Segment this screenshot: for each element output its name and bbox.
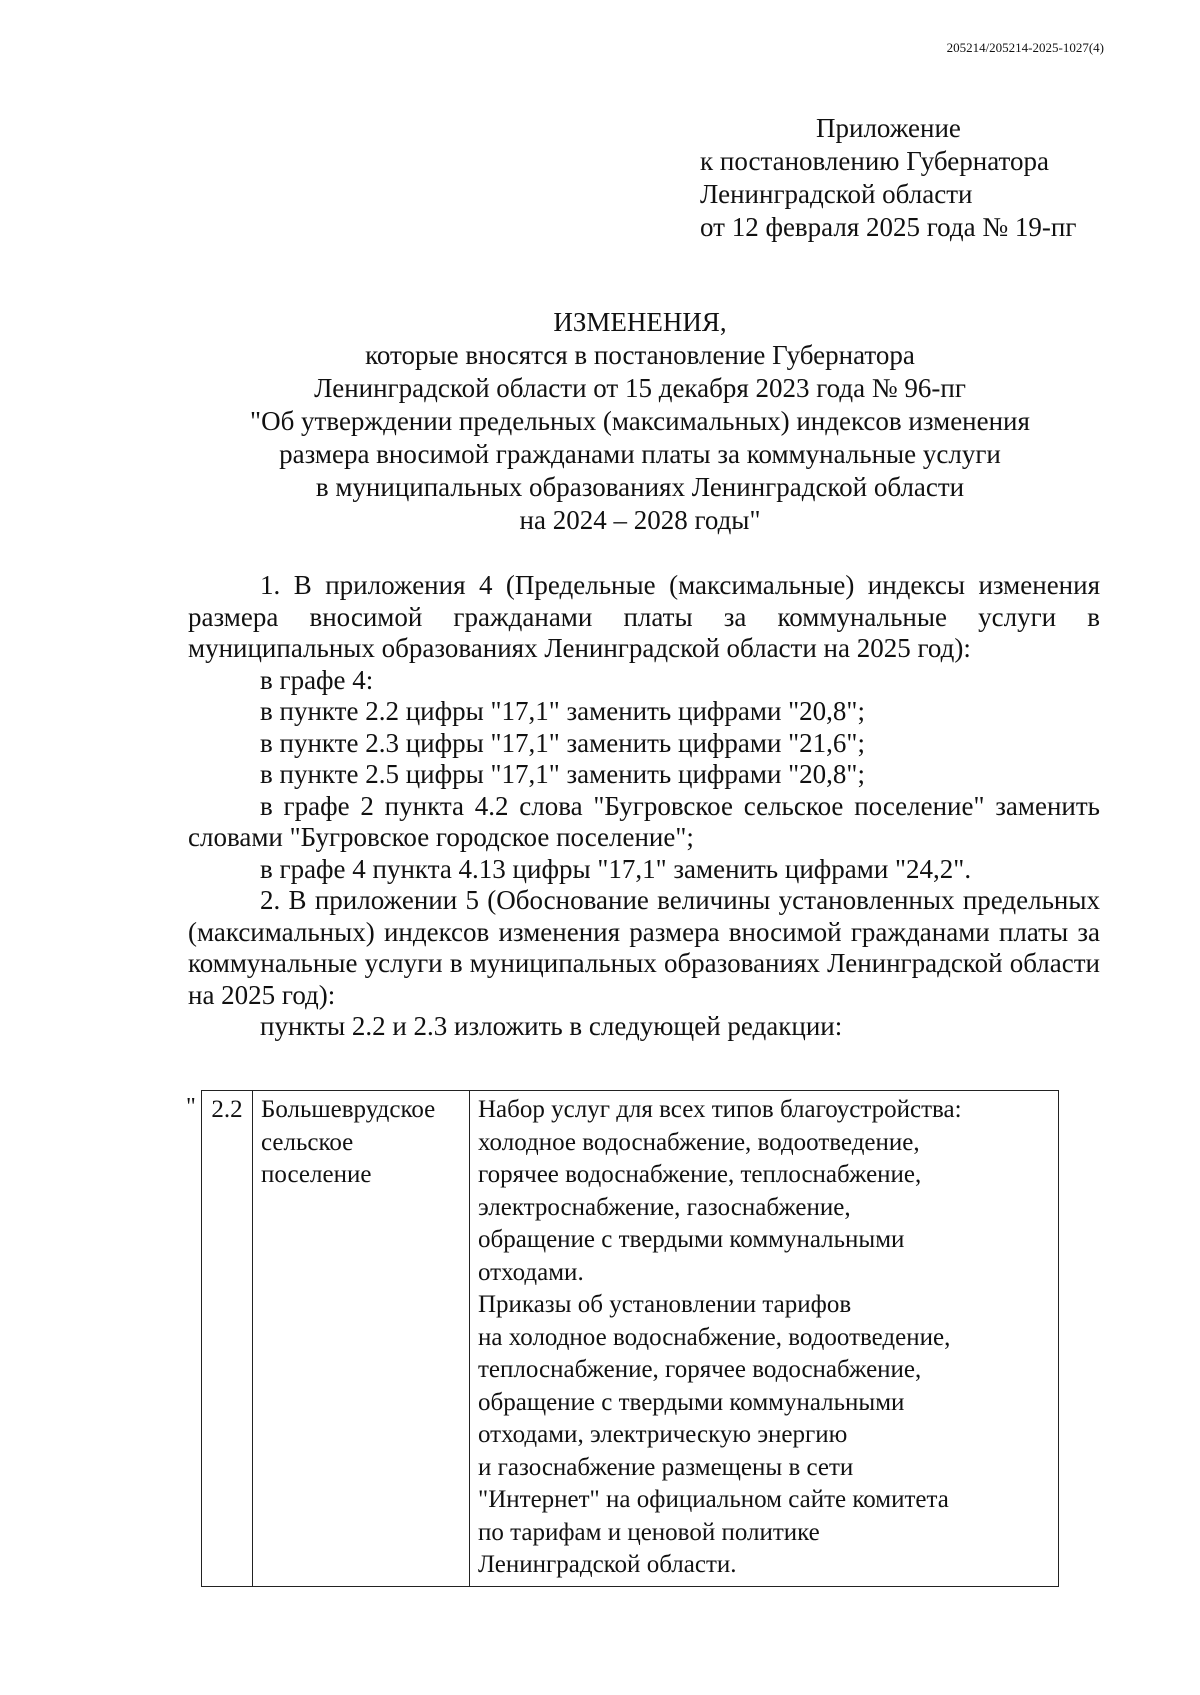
text-line: холодное водоснабжение, водоотведение,	[478, 1128, 920, 1156]
paragraph: в пункте 2.5 цифры "17,1" заменить цифрами "20,8";	[260, 759, 865, 789]
text-line: отходами.	[478, 1258, 584, 1286]
paragraph: в графе 2 пункта 4.2 слова "Бугровское сельское поселение" заменить словами "Бугровское городское поселение";	[188, 790, 1100, 852]
paragraph: 1. В приложения 4 (Предельные (максимальные) индексы изменения размера вносимой гражданами платы за коммунальные услуги в муниципальных образованиях Ленинградской области на 2025 год):	[188, 570, 1100, 663]
amendment-table	[201, 1090, 1059, 1587]
appendix-line: Приложение	[816, 113, 961, 143]
document-title	[180, 306, 1100, 537]
text-line: на холодное водоснабжение, водоотведение,	[478, 1323, 951, 1351]
appendix-line: от 12 февраля 2025 года № 19-пг	[700, 212, 1077, 242]
title-line: которые вносятся в постановление Губернатора	[365, 340, 915, 370]
table-cell-number: 2.2	[202, 1091, 253, 1587]
paragraph: в пункте 2.2 цифры "17,1" заменить цифрами "20,8";	[260, 696, 865, 726]
text-line: по тарифам и ценовой политике	[478, 1518, 820, 1546]
paragraph: в графе 4 пункта 4.13 цифры "17,1" заменить цифрами "24,2".	[260, 853, 972, 884]
table-cell-name	[253, 1091, 470, 1587]
text-line: Приказы об установлении тарифов	[478, 1291, 852, 1318]
text-line: отходами, электрическую энергию	[478, 1421, 848, 1448]
paragraph: в пункте 2.3 цифры "17,1" заменить цифрами "21,6";	[260, 727, 865, 758]
name-line: Большеврудское	[261, 1096, 436, 1123]
title-line: размера вносимой гражданами платы за коммунальные услуги	[279, 439, 1001, 469]
name-line: поселение	[261, 1161, 372, 1188]
paragraph: 2. В приложении 5 (Обоснование величины установленных предельных (максимальных) индексов изменения размера вносимой гражданами платы за коммунальные услуги в муниципальных образованиях Ленинградской области на 2025 год):	[188, 885, 1100, 1010]
document-body	[188, 570, 1100, 1043]
title-line: на 2024 – 2028 годы"	[519, 505, 761, 535]
appendix-block	[700, 112, 1120, 244]
title-line: "Об утверждении предельных (максимальных) индексов изменения	[250, 406, 1030, 436]
title-heading: ИЗМЕНЕНИЯ,	[553, 307, 727, 337]
paragraph: в графе 4:	[260, 664, 374, 695]
name-line: сельское	[261, 1128, 354, 1156]
paragraph: пункты 2.2 и 2.3 изложить в следующей редакции:	[260, 1011, 843, 1041]
text-line: теплоснабжение, горячее водоснабжение,	[478, 1356, 922, 1383]
text-line: обращение с твердыми коммунальными	[478, 1388, 905, 1416]
text-line: и газоснабжение размещены в сети	[478, 1453, 854, 1481]
title-line: в муниципальных образованиях Ленинградской области	[315, 472, 965, 502]
text-line: "Интернет" на официальном сайте комитета	[478, 1486, 949, 1513]
table-cell-text	[470, 1091, 1059, 1587]
text-line: электроснабжение, газоснабжение,	[478, 1193, 851, 1221]
text-line: горячее водоснабжение, теплоснабжение,	[478, 1161, 922, 1188]
text-line: Набор услуг для всех типов благоустройства:	[478, 1096, 962, 1123]
title-line: Ленинградской области от 15 декабря 2023 года № 96-пг	[314, 373, 966, 403]
document-id: 205214/205214-2025-1027(4)	[946, 40, 1104, 55]
text-line: Ленинградской области.	[478, 1551, 737, 1578]
appendix-line: к постановлению Губернатора	[700, 146, 1049, 176]
appendix-line: Ленинградской области	[700, 179, 973, 209]
text-line: обращение с твердыми коммунальными	[478, 1226, 905, 1253]
opening-quote-mark: "	[186, 1094, 196, 1120]
table-row	[202, 1091, 1059, 1587]
